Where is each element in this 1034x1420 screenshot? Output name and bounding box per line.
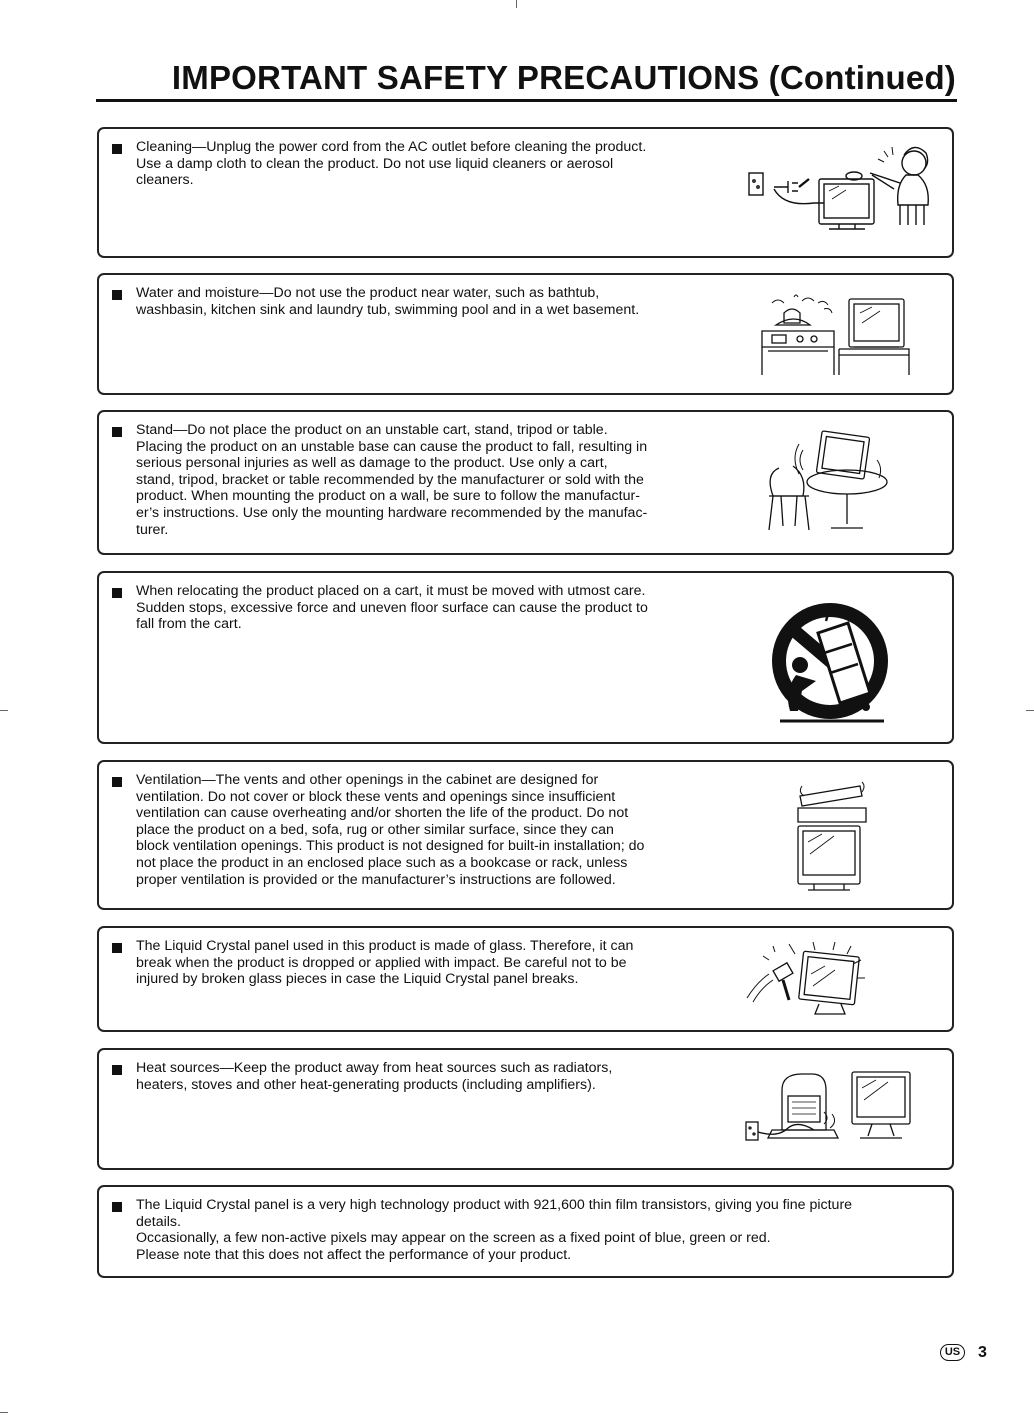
precaution-text — [136, 1197, 852, 1263]
crop-mark-left — [0, 710, 8, 711]
precaution-paragraph: Stand—Do not place the product on an unstable cart, stand, tripod or table. Placing the product on an unstable base can cause the product to fall, resulting in serious personal injuries as well as damage to the product. Use only a cart, stand, tripod, bracket or table recommended by the manufacturer or sold with the product. When mounting the product on a wall, be sure to follow the manufactur- er’s instructions. Use only the mounting hardware recommended by the manufac- turer. — [136, 422, 648, 538]
precaution-text — [136, 422, 647, 538]
cleaning-illustration — [744, 143, 949, 243]
crop-mark-top — [516, 0, 517, 8]
panel-impact-illustration — [739, 940, 879, 1020]
water-moisture-illustration — [754, 293, 914, 375]
bullet-square-icon — [112, 290, 122, 300]
precaution-glass-panel — [97, 926, 954, 1032]
precaution-heat-sources — [97, 1048, 954, 1170]
bullet-square-icon — [112, 144, 122, 154]
bullet-square-icon — [112, 427, 122, 437]
bullet-square-icon — [112, 943, 122, 953]
precaution-stand — [97, 410, 954, 555]
precaution-paragraph: The Liquid Crystal panel is a very high technology product with 921,600 thin film transistors, giving you fine picture details. Occasionally, a few non-active pixels may appear on the screen as a fixed point of blue, green or red. Please note that this does not affect the performance of your product. — [136, 1197, 853, 1263]
precaution-lcd-pixels — [97, 1185, 954, 1278]
precaution-paragraph: Ventilation—The vents and other openings in the cabinet are designed for ventilation. Do not cover or block these vents and openings since insufficient ventilation can cause overheating and/or shorten the life of the product. Do not place the product on a bed, sofa, rug or other similar surface, since they can block ventilation openings. This product is not designed for built-in installation; do not place the product in an enclosed place such as a bookcase or rack, unless proper ventilation is provided or the manufacturer’s instructions are followed. — [136, 772, 645, 888]
region-badge: US — [940, 1344, 965, 1361]
heat-source-illustration — [742, 1066, 917, 1148]
crop-mark-bottom-left — [0, 1412, 8, 1413]
ventilation-illustration — [794, 778, 874, 892]
crop-mark-right — [1026, 710, 1034, 711]
bullet-square-icon — [112, 1065, 122, 1075]
precaution-paragraph: Heat sources—Keep the product away from heat sources such as radiators, heaters, stoves and other heat-generating products (including amplifiers). — [136, 1060, 613, 1093]
precaution-text — [136, 938, 633, 988]
page-footer — [940, 1343, 1000, 1365]
precaution-paragraph: When relocating the product placed on a cart, it must be moved with utmost care. Sudden stops, excessive force and uneven floor surface can cause the product to fall from the cart. — [136, 583, 648, 633]
precaution-text — [136, 772, 644, 888]
precaution-water-moisture — [97, 273, 954, 395]
precaution-paragraph: Water and moisture—Do not use the product near water, such as bathtub, washbasin, kitchen sink and laundry tub, swimming pool and in a wet basement. — [136, 285, 640, 318]
unstable-stand-illustration — [759, 430, 894, 534]
precaution-paragraph: The Liquid Crystal panel used in this product is made of glass. Therefore, it can break when the product is dropped or applied with impact. Be careful not to be injured by broken glass pieces in case the Liquid Crystal panel breaks. — [136, 938, 634, 988]
precaution-paragraph: Cleaning—Unplug the power cord from the AC outlet before cleaning the product. Use a damp cloth to clean the product. Do not use liquid cleaners or aerosol cleaners. — [136, 139, 647, 189]
bullet-square-icon — [112, 1202, 122, 1212]
cart-tip-over-warning-icon — [762, 603, 898, 727]
precaution-text — [136, 583, 648, 633]
precaution-text — [136, 139, 646, 189]
bullet-square-icon — [112, 588, 122, 598]
precaution-cleaning — [97, 127, 954, 258]
page-title: IMPORTANT SAFETY PRECAUTIONS (Continued) — [171, 59, 956, 96]
precaution-ventilation — [97, 760, 954, 910]
precaution-text — [136, 285, 639, 318]
precaution-text — [136, 1060, 612, 1093]
page-number: 3 — [978, 1344, 987, 1361]
bullet-square-icon — [112, 777, 122, 787]
title-rule — [96, 99, 957, 102]
precaution-cart-relocation — [97, 571, 954, 744]
